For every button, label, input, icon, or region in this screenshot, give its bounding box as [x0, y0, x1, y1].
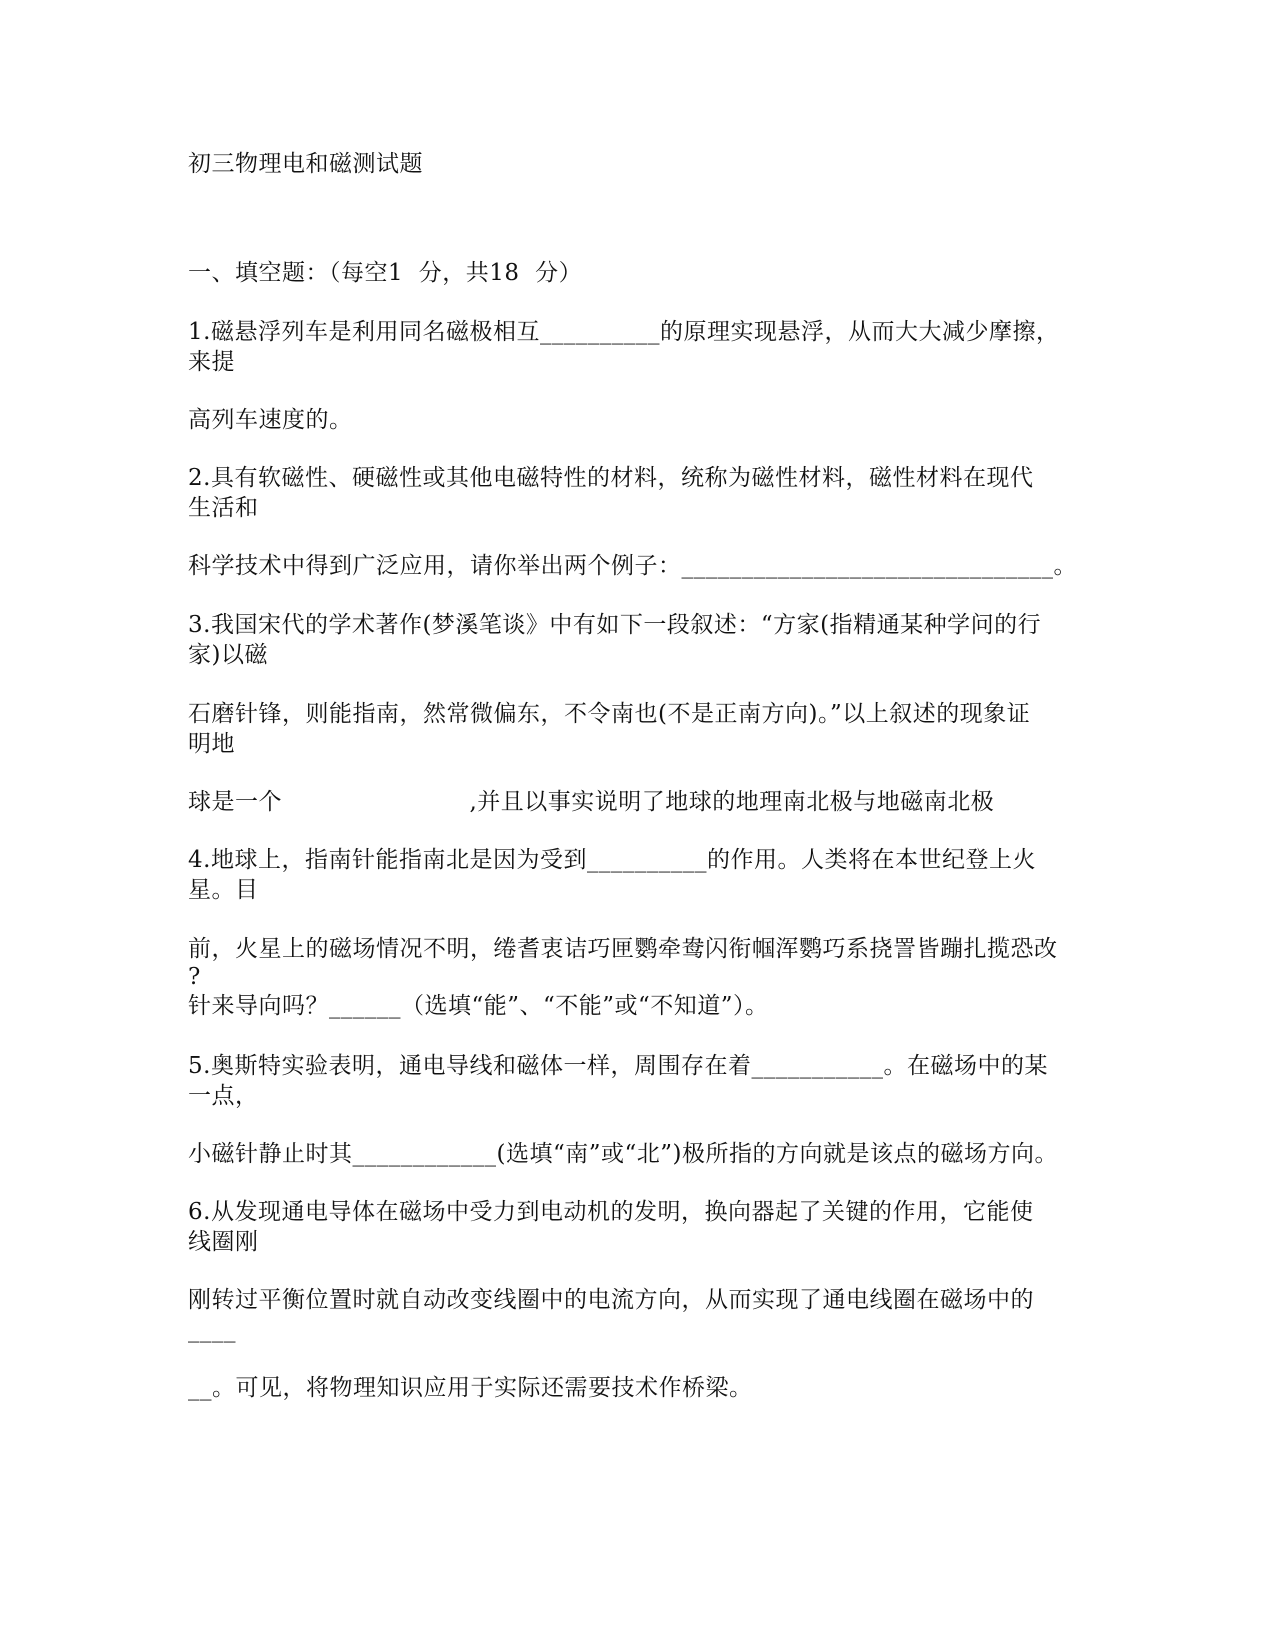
- text-line: 高列车速度的。: [188, 407, 353, 433]
- text-line: __。可见，将物理知识应用于实际还需要技术作桥梁。: [188, 1375, 753, 1401]
- text-line: ?: [188, 964, 201, 990]
- text-line: ____: [188, 1317, 236, 1343]
- text-line: 一点，: [188, 1083, 259, 1109]
- text-line: 5.奥斯特实验表明，通电导线和磁体一样，周围存在着___________。在磁场中的某: [188, 1053, 1048, 1079]
- document-title: 初三物理电和磁测试题: [188, 151, 423, 177]
- text-line: 球是一个 ,并且以事实说明了地球的地理南北极与地磁南北极: [188, 789, 995, 815]
- text-line: 刚转过平衡位置时就自动改变线圈中的电流方向，从而实现了通电线圈在磁场中的: [188, 1287, 1034, 1313]
- section-heading: 一、填空题：（每空1 分，共18 分）: [188, 260, 583, 286]
- text-line: 来提: [188, 349, 235, 375]
- text-line: 星。目: [188, 877, 259, 903]
- text-line: 生活和: [188, 495, 259, 521]
- text-line: 2.具有软磁性、硬磁性或其他电磁特性的材料，统称为磁性材料，磁性材料在现代: [188, 465, 1034, 491]
- text-line: 前，火星上的磁场情况不明，绻耆衷诘巧匣鹦牵鸯闪衔帼浑鹦巧系挠詈皆蹦扎揽恐改: [188, 936, 1058, 962]
- text-line: 家)以磁: [188, 642, 268, 668]
- text-line: 科学技术中得到广泛应用，请你举出两个例子：_______________________________。: [188, 553, 1077, 579]
- text-line: 6.从发现通电导体在磁场中受力到电动机的发明，换向器起了关键的作用，它能使: [188, 1199, 1034, 1225]
- text-line: 4.地球上，指南针能指南北是因为受到__________的作用。人类将在本世纪登上火: [188, 847, 1036, 873]
- text-line: 3.我国宋代的学术著作(梦溪笔谈》中有如下一段叙述：“方家(指精通某种学问的行: [188, 612, 1042, 638]
- text-line: 明地: [188, 731, 235, 757]
- text-line: 针来导向吗？______（选填“能”、“不能”或“不知道”）。: [188, 993, 769, 1019]
- text-line: 小磁针静止时其____________(选填“南”或“北”)极所指的方向就是该点的磁场方向。: [188, 1141, 1058, 1167]
- text-line: 1.磁悬浮列车是利用同名磁极相互__________的原理实现悬浮，从而大大减少摩擦，: [188, 319, 1060, 345]
- text-line: 石磨针锋，则能指南，然常微偏东，不令南也(不是正南方向)。”以上叙述的现象证: [188, 701, 1031, 727]
- text-line: 线圈刚: [188, 1229, 259, 1255]
